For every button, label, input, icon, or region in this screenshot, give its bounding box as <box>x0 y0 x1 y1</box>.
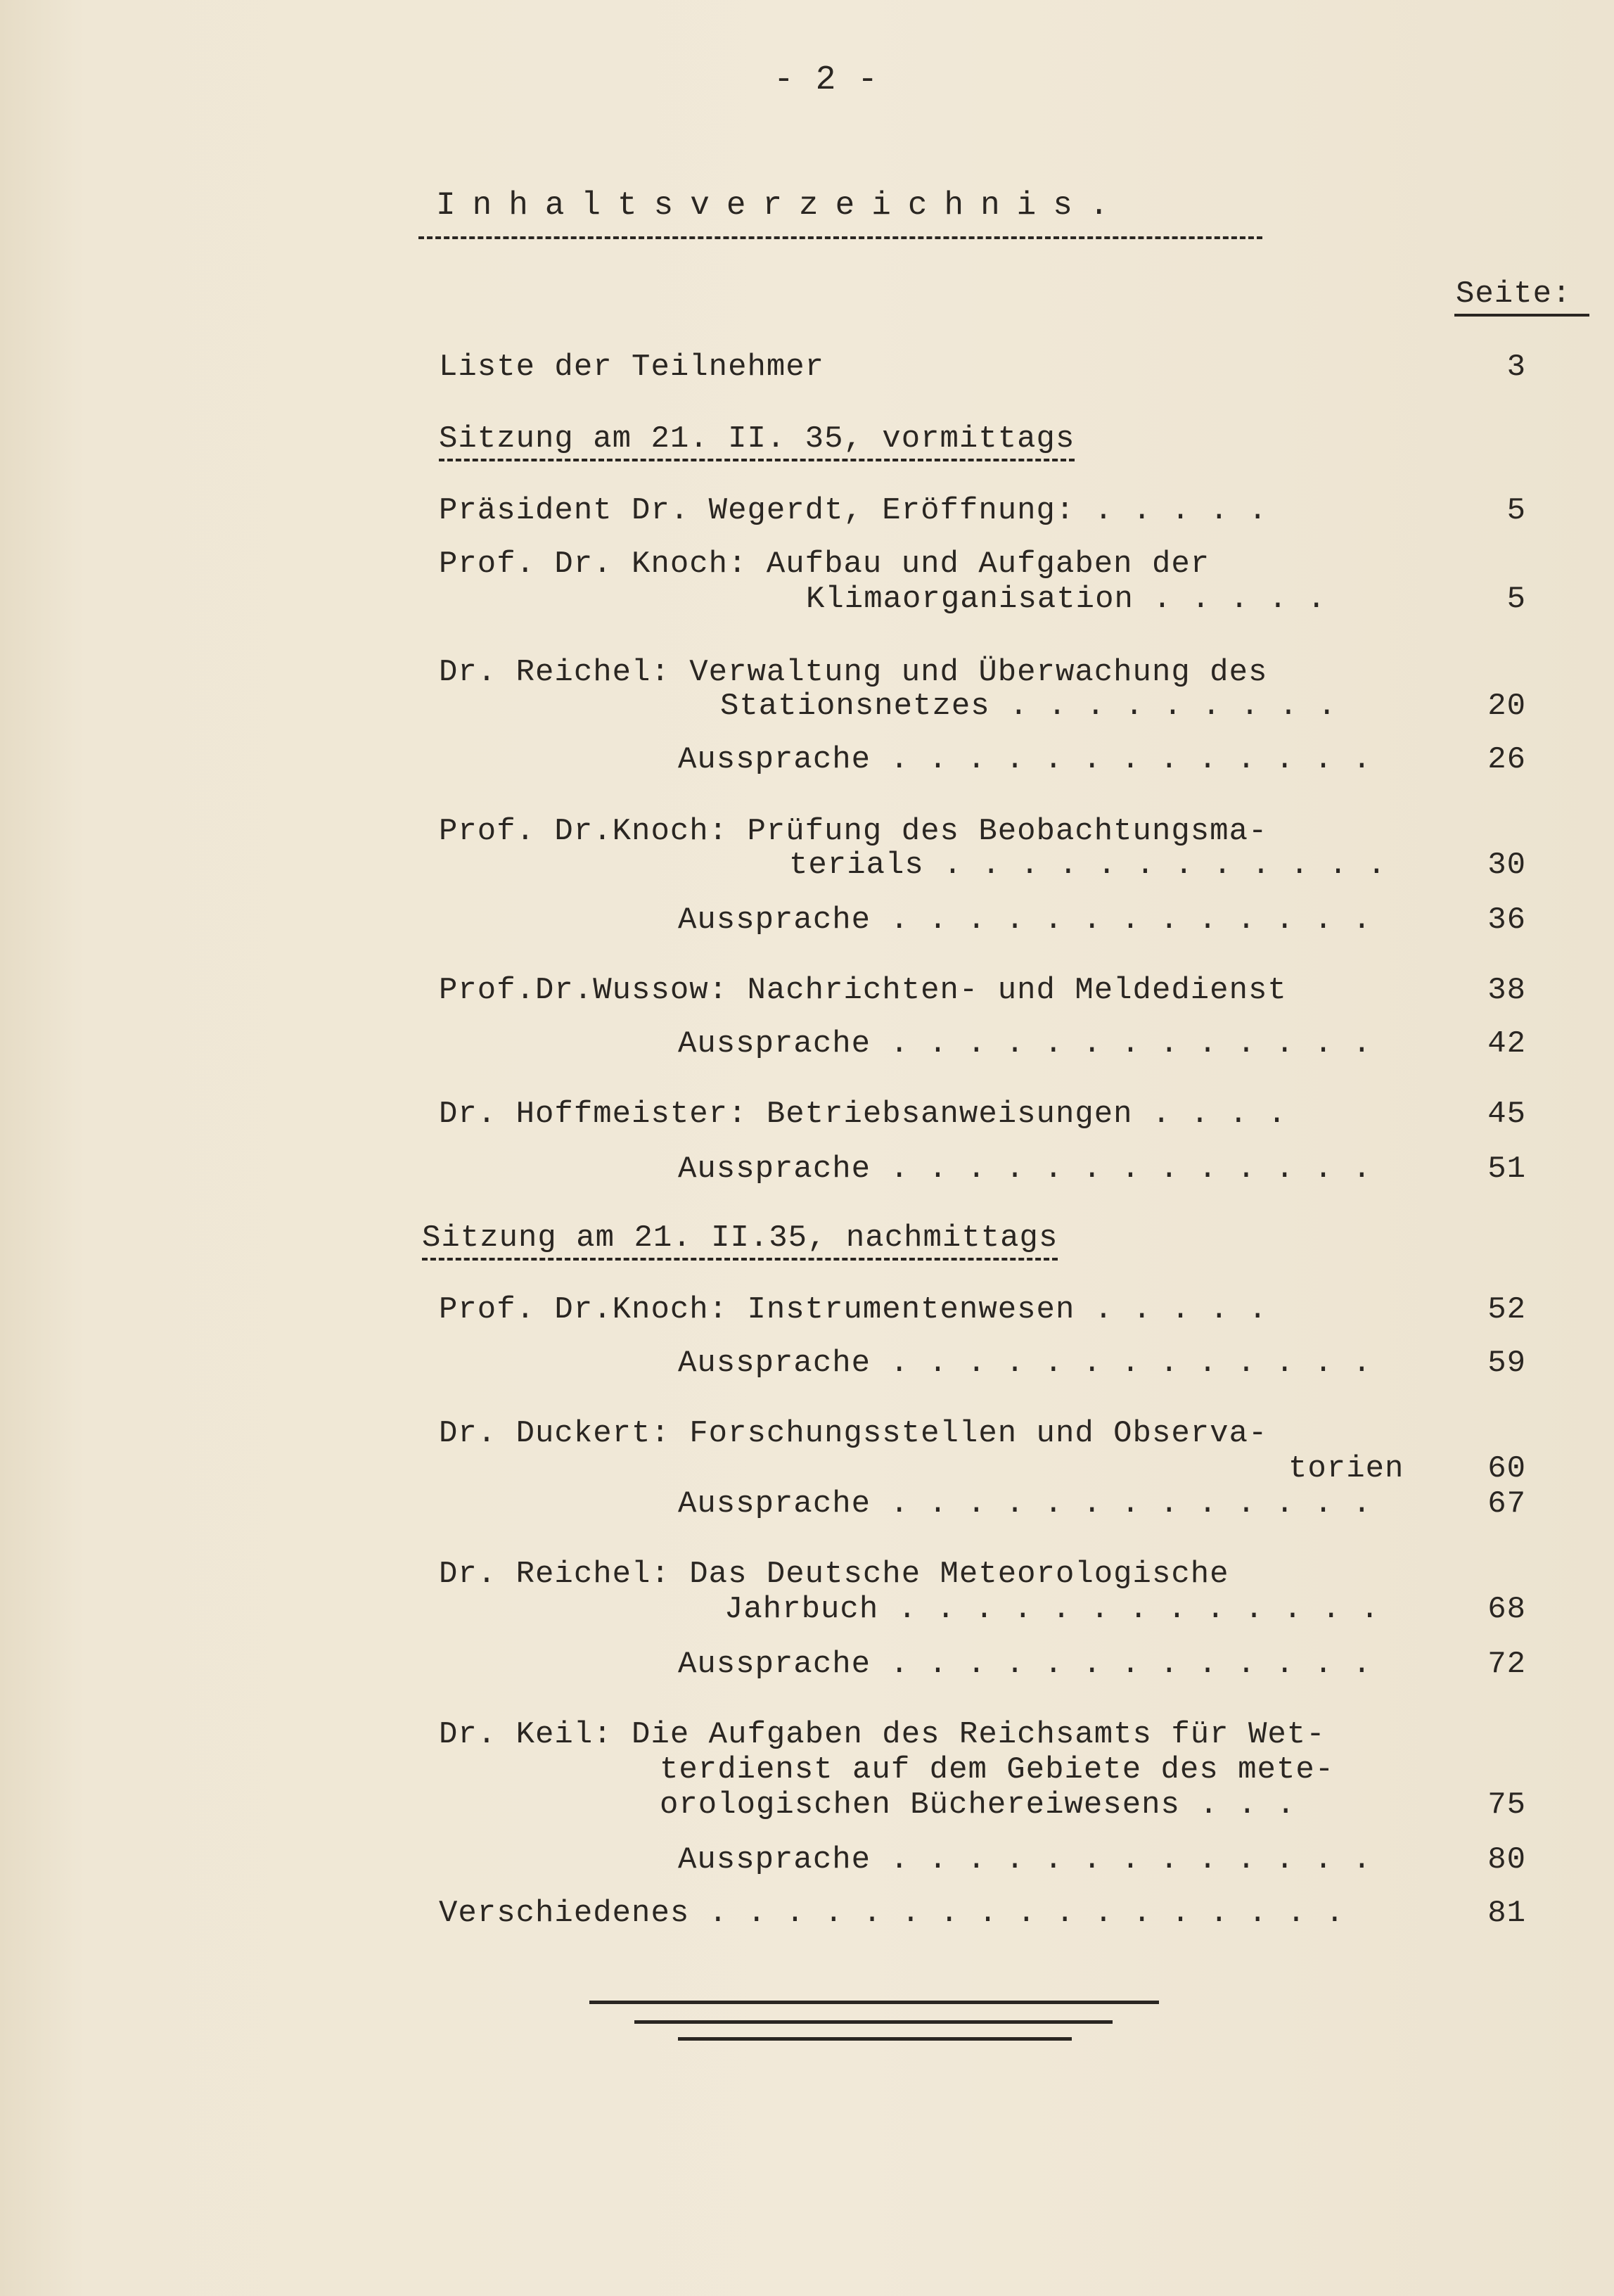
toc-entry-text: Aussprache . . . . . . . . . . . . . <box>678 1026 1372 1061</box>
toc-page-number: 72 <box>1487 1647 1526 1682</box>
toc-page-number: 81 <box>1487 1896 1526 1931</box>
page-number: - 2 - <box>774 61 879 99</box>
toc-entry-text: Aussprache . . . . . . . . . . . . . <box>678 903 1372 938</box>
toc-entry-text: Verschiedenes . . . . . . . . . . . . . . . . . <box>439 1896 1345 1931</box>
toc-page-number: 20 <box>1487 689 1526 724</box>
toc-entry-text: Aussprache . . . . . . . . . . . . . <box>678 1842 1372 1877</box>
toc-page-number: 3 <box>1506 350 1526 385</box>
toc-entry-text: Stationsnetzes . . . . . . . . . <box>720 689 1337 724</box>
toc-entry-text: Dr. Keil: Die Aufgaben des Reichsamts für Wet- <box>439 1717 1326 1752</box>
toc-page-number: 30 <box>1487 848 1526 883</box>
toc-entry-text: Jahrbuch . . . . . . . . . . . . . <box>724 1592 1380 1627</box>
toc-entry-text: Aussprache . . . . . . . . . . . . . <box>678 1486 1372 1522</box>
toc-page-number: 52 <box>1487 1292 1526 1327</box>
toc-page-number: 5 <box>1506 493 1526 528</box>
toc-entry-text: Aussprache . . . . . . . . . . . . . <box>678 1346 1372 1381</box>
toc-entry-text: Dr. Reichel: Das Deutsche Meteorologische <box>439 1557 1229 1592</box>
toc-entry-text: Klimaorganisation . . . . . <box>806 582 1326 617</box>
toc-entry-text: Dr. Reichel: Verwaltung und Überwachung des <box>439 655 1268 690</box>
toc-page-number: 51 <box>1487 1152 1526 1187</box>
toc-page-number: 67 <box>1487 1486 1526 1522</box>
toc-entry-text: Aussprache . . . . . . . . . . . . . <box>678 1152 1372 1187</box>
section-heading: Sitzung am 21. II.35, nachmittags <box>422 1220 1058 1261</box>
closing-rule-bottom <box>678 2037 1072 2041</box>
toc-page-number: 38 <box>1487 973 1526 1008</box>
toc-page-number: 5 <box>1506 582 1526 617</box>
toc-entry-text: terials . . . . . . . . . . . . <box>789 848 1387 883</box>
closing-rule-top <box>589 2001 1159 2004</box>
toc-entry-text: orologischen Büchereiwesens . . . <box>660 1787 1296 1823</box>
toc-page-number: 36 <box>1487 903 1526 938</box>
toc-entry-text: Dr. Duckert: Forschungsstellen und Observa- <box>439 1416 1268 1451</box>
toc-page-number: 59 <box>1487 1346 1526 1381</box>
toc-entry-text: Liste der Teilnehmer <box>439 350 825 385</box>
toc-page-number: 60 <box>1487 1451 1526 1486</box>
toc-entry-text: Präsident Dr. Wegerdt, Eröffnung: . . . . . <box>439 493 1268 528</box>
toc-page-number: 42 <box>1487 1026 1526 1061</box>
section-heading: Sitzung am 21. II. 35, vormittags <box>439 421 1075 461</box>
toc-entry-text: Aussprache . . . . . . . . . . . . . <box>678 742 1372 777</box>
toc-entry-text: torien <box>1288 1451 1404 1486</box>
toc-page-number: 68 <box>1487 1592 1526 1627</box>
title-underline <box>418 236 1262 239</box>
column-header: Seite: <box>1456 276 1572 312</box>
toc-page-number: 45 <box>1487 1097 1526 1132</box>
toc-entry-text: Aussprache . . . . . . . . . . . . . <box>678 1647 1372 1682</box>
toc-entry-text: Prof.Dr.Wussow: Nachrichten- und Meldedienst <box>439 973 1287 1008</box>
toc-entry-text: Prof. Dr.Knoch: Instrumentenwesen . . . . . <box>439 1292 1268 1327</box>
toc-entry-text: terdienst auf dem Gebiete des mete- <box>660 1752 1335 1787</box>
toc-entry-text: Prof. Dr.Knoch: Prüfung des Beobachtungsma- <box>439 814 1268 849</box>
toc-page-number: 26 <box>1487 742 1526 777</box>
column-header-underline <box>1454 314 1589 317</box>
document-title: Inhaltsverzeichnis. <box>436 187 1126 224</box>
toc-page-number: 80 <box>1487 1842 1526 1877</box>
toc-page-number: 75 <box>1487 1787 1526 1823</box>
toc-entry-text: Prof. Dr. Knoch: Aufbau und Aufgaben der <box>439 547 1210 582</box>
toc-entry-text: Dr. Hoffmeister: Betriebsanweisungen . . . . <box>439 1097 1287 1132</box>
closing-rule-middle <box>634 2020 1113 2024</box>
